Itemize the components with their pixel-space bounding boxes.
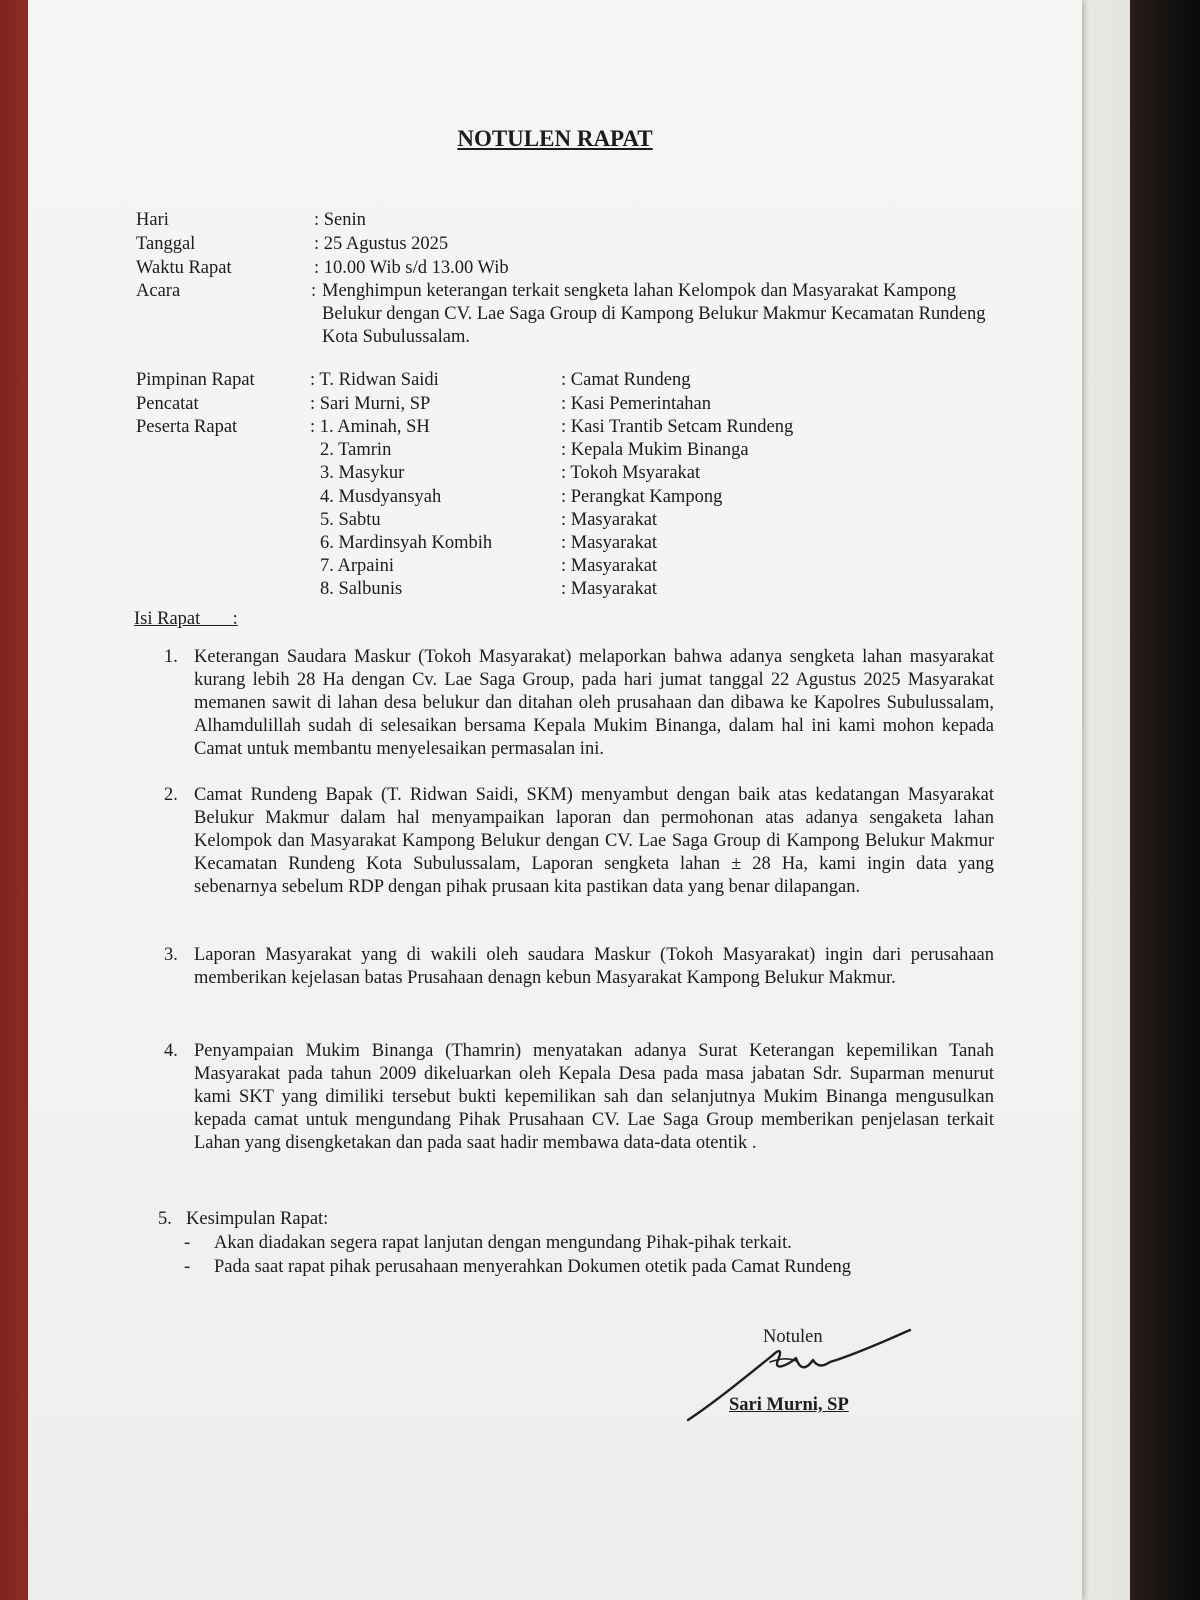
meta-value: : Senin	[314, 210, 366, 230]
peserta-name: 6. Mardinsyah Kombih	[320, 533, 493, 553]
peserta-name: 3. Masykur	[320, 463, 405, 483]
item-number: 2.	[164, 785, 178, 805]
meta-label: Tanggal	[136, 234, 196, 254]
background-dark-edge	[1130, 0, 1200, 1600]
peserta-role: : Kasi Trantib Setcam Rundeng	[561, 417, 794, 437]
document-content	[28, 0, 1082, 1600]
notulen-label: Notulen	[763, 1327, 823, 1347]
pimpinan-label: Pimpinan Rapat	[136, 370, 255, 390]
pencatat-role: : Kasi Pemerintahan	[561, 394, 712, 414]
item-number: 5.	[158, 1209, 172, 1229]
peserta-role: : Masyarakat	[561, 533, 658, 553]
peserta-role: : Masyarakat	[561, 510, 658, 530]
peserta-role: : Masyarakat	[561, 556, 658, 576]
item-text: Laporan Masyarakat yang di wakili oleh saudara Maskur (Tokoh Masyarakat) ingin dari perusahaan memberikan kejelasan batas Prusahaan denagn kebun Masyarakat Kampong Belukur Makmur.	[194, 945, 994, 988]
peserta-role: : Kepala Mukim Binanga	[561, 440, 749, 460]
peserta-role: : Masyarakat	[561, 579, 658, 599]
meta-label: Hari	[136, 210, 169, 230]
bullet-dash: -	[184, 1233, 191, 1253]
peserta-name: : 1. Aminah, SH	[310, 417, 430, 437]
document-page	[28, 0, 1082, 1600]
peserta-name: 2. Tamrin	[320, 440, 392, 460]
peserta-name: 8. Salbunis	[320, 579, 403, 599]
signer-name: Sari Murni, SP	[729, 1395, 849, 1415]
meta-value: : 25 Agustus 2025	[314, 234, 449, 254]
bullet-text: Pada saat rapat pihak perusahaan menyerahkan Dokumen otetik pada Camat Rundeng	[214, 1257, 852, 1277]
kesimpulan-title: Kesimpulan Rapat:	[186, 1209, 329, 1229]
document-title: NOTULEN RAPAT	[457, 126, 653, 151]
meta-separator: :	[311, 281, 317, 301]
item-text: Penyampaian Mukim Binanga (Thamrin) menyatakan adanya Surat Keterangan kepemilikan Tanah Masyarakat pada tahun 2009 dikeluarkan oleh Kepala Desa pada masa jabatan Sdr. Suparman menurut kami SKT yang dimiliki tersebut bukti kepemilikan sah dan selanjutnya Mukim Binanga mengusulkan kepada camat untuk mengundang Pihak Prusahaan CV. Lae Saga Group memberikan penjelasan terkait Lahan yang disengketakan dan pada saat hadir membawa data-data otentik .	[194, 1041, 994, 1153]
peserta-role: : Perangkat Kampong	[561, 487, 723, 507]
peserta-role: : Tokoh Msyarakat	[561, 463, 701, 483]
pencatat-label: Pencatat	[136, 394, 199, 414]
item-text: Keterangan Saudara Maskur (Tokoh Masyarakat) melaporkan bahwa adanya sengketa lahan masyarakat kurang lebih 28 Ha dengan Cv. Lae Saga Group, pada hari jumat tanggal 22 Agustus 2025 Masyarakat memanen sawit di lahan desa belukur dan ditahan oleh prusahaan dan dibawa ke Kapolres Subulussalam, Alhamdulillah sudah di selesaikan bersama Kepala Mukim Binanga, dalam hal ini kami mohon kepada Camat untuk membantu menyelesaikan permasalan ini.	[194, 647, 994, 759]
peserta-name: 5. Sabtu	[320, 510, 381, 530]
item-number: 4.	[164, 1041, 178, 1061]
bullet-dash: -	[184, 1257, 191, 1277]
item-text: Camat Rundeng Bapak (T. Ridwan Saidi, SKM) menyambut dengan baik atas kedatangan Masyarakat Belukur Makmur dalam hal menyampaikan laporan dan permohonan atas adanya sengaketa lahan Kelompok dan Masyarakat Kampong Belukur dengan CV. Lae Saga Group di Kampong Belukur Makmur Kecamatan Rundeng Kota Subulussalam, Laporan sengketa lahan ± 28 Ha, kami ingin data yang sebenarnya sebelum RDP dengan pihak prusaan kita pastikan data yang benar dilapangan.	[194, 785, 994, 897]
isi-rapat-heading: Isi Rapat :	[134, 609, 238, 629]
peserta-name: 7. Arpaini	[320, 556, 394, 576]
pimpinan-name: : T. Ridwan Saidi	[310, 370, 439, 390]
pencatat-name: : Sari Murni, SP	[310, 394, 431, 414]
meta-label: Acara	[136, 281, 181, 301]
meta-label: Waktu Rapat	[136, 258, 232, 278]
acara-text: Menghimpun keterangan terkait sengketa lahan Kelompok dan Masyarakat Kampong Belukur dengan CV. Lae Saga Group di Kampong Belukur Makmur Kecamatan Rundeng Kota Subulussalam.	[322, 281, 986, 347]
meta-value: : 10.00 Wib s/d 13.00 Wib	[314, 258, 509, 278]
item-number: 1.	[164, 647, 178, 667]
pimpinan-role: : Camat Rundeng	[561, 370, 691, 390]
item-number: 3.	[164, 945, 178, 965]
bullet-text: Akan diadakan segera rapat lanjutan dengan mengundang Pihak-pihak terkait.	[214, 1233, 792, 1253]
peserta-label: Peserta Rapat	[136, 417, 238, 437]
peserta-name: 4. Musdyansyah	[320, 487, 442, 507]
